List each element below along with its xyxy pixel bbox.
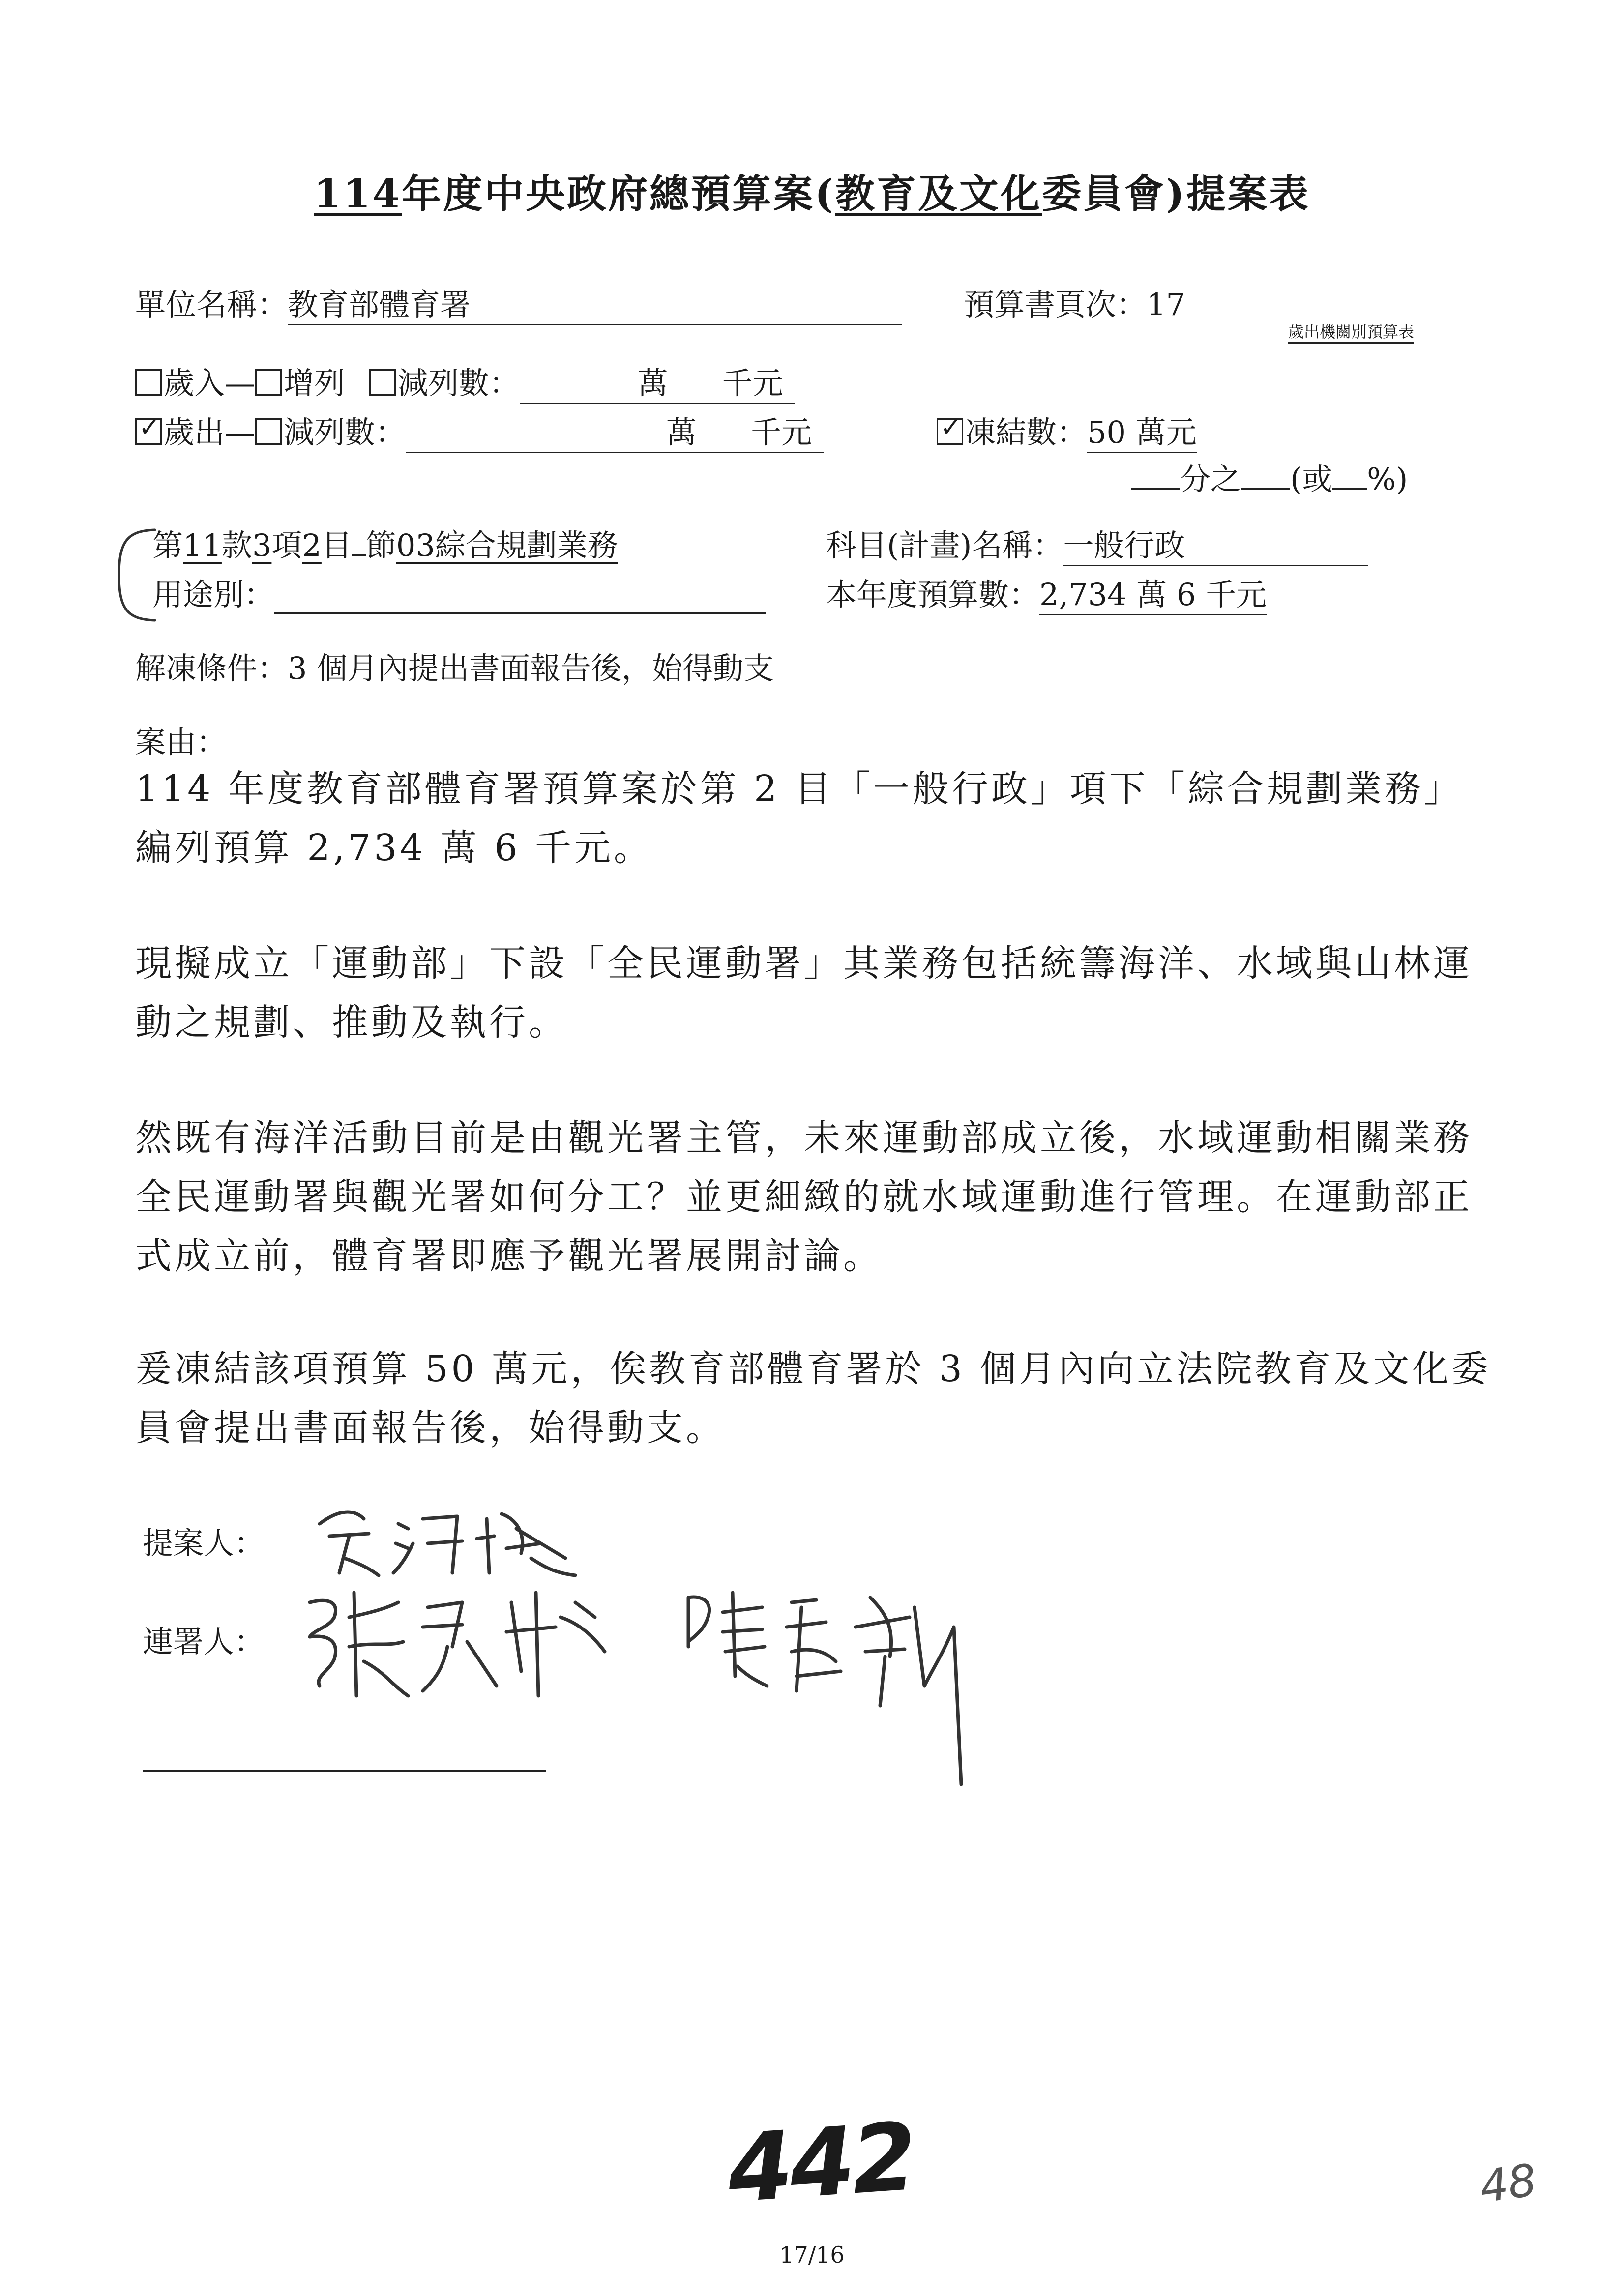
page-title [0, 162, 1624, 219]
cosigner-label: 連署人： [143, 1624, 265, 1659]
revenue-qian: 千元 [722, 365, 783, 401]
proposer-label: 提案人： [143, 1525, 265, 1561]
item-mu-label: 目 [321, 527, 352, 563]
revenue-decrease-checkbox [369, 369, 396, 396]
freeze-label: 凍結數： [965, 414, 1088, 450]
handwritten-corner-number: 48 [1476, 2154, 1540, 2213]
annual-budget-label: 本年度預算數： [826, 577, 1040, 612]
fraction-pct: %) [1367, 461, 1408, 497]
annual-budget-row [826, 570, 1267, 615]
budget-page [964, 280, 1185, 324]
expenditure-checkbox [135, 418, 162, 445]
item-xiang-label: 項 [271, 527, 302, 563]
page-number: 17/16 [779, 2241, 845, 2268]
blank-signature-line [143, 1770, 546, 1772]
budget-page-value: 17 [1147, 287, 1185, 322]
annual-budget-value: 2,734 萬 6 千元 [1039, 570, 1267, 615]
title-year: 114 [314, 171, 402, 217]
budget-page-label: 預算書頁次： [964, 287, 1147, 322]
item-mu: 2 [302, 527, 322, 563]
expenditure-decrease-label: 減列數： [284, 414, 406, 450]
item-kuan-label: 款 [221, 527, 252, 563]
title-part1: 年度中央政府總預算案( [402, 171, 835, 217]
freeze-row [937, 408, 1197, 453]
revenue-decrease-label: 減列數： [397, 365, 520, 401]
usage-label: 用途別： [152, 577, 275, 612]
table-note-text: 歲出機關別預算表 [1288, 320, 1414, 344]
unit-label: 單位名稱： [135, 287, 288, 322]
usage-value [274, 578, 766, 614]
unfreeze-condition: 解凍條件：3 個月內提出書面報告後，始得動支 [135, 650, 774, 686]
paragraph-1: 114 年度教育部體育署預算案於第 2 目「一般行政」項下「綜合規劃業務」編列預算 2,734 萬 6 千元。 [135, 768, 1463, 869]
revenue-checkbox [135, 369, 162, 396]
item-prefix: 第 [152, 527, 183, 563]
revenue-amount [520, 359, 795, 404]
paragraph-4: 爰凍結該項預算 50 萬元，俟教育部體育署於 3 個月內向立法院教育及文化委員會提出書面報告後，始得動支。 [135, 1348, 1491, 1449]
expenditure-row [135, 408, 824, 453]
usage-row [152, 570, 766, 614]
cosigner-signature-1 [300, 1573, 644, 1715]
unit-row [135, 280, 902, 325]
item-jie: 03 [396, 527, 435, 563]
expenditure-decrease-checkbox [255, 418, 282, 445]
subject-row [826, 521, 1368, 566]
item-jie-label: 節 [365, 527, 396, 563]
cosigner-signature-2 [679, 1578, 993, 1794]
fraction-or: (或 [1290, 461, 1333, 497]
title-committee: 教育及文化 [835, 171, 1042, 217]
subject-label: 科目(計畫)名稱： [826, 527, 1063, 563]
table-note [1288, 320, 1414, 344]
item-row [152, 521, 618, 565]
revenue-increase-checkbox [255, 369, 282, 396]
freeze-value: 50 萬元 [1087, 408, 1197, 453]
unit-value: 教育部體育署 [288, 280, 902, 325]
freeze-fraction [1131, 455, 1408, 498]
revenue-wan: 萬 [637, 365, 668, 401]
fraction-label: 分之 [1180, 461, 1241, 497]
revenue-increase-label: 增列 [284, 365, 345, 401]
handwritten-number: 442 [724, 2102, 917, 2224]
revenue-label: 歲入— [164, 365, 256, 401]
title-part2: 委員會)提案表 [1042, 171, 1310, 217]
reason-label: 案由： [135, 724, 227, 760]
expenditure-qian: 千元 [751, 414, 812, 450]
paragraph-3: 然既有海洋活動目前是由觀光署主管，未來運動部成立後，水域運動相關業務全民運動署與觀光署如何分工？並更細緻的就水域運動進行管理。在運動部正式成立前，體育署即應予觀光署展開討論。 [135, 1117, 1473, 1277]
subject-value: 一般行政 [1063, 521, 1368, 566]
item-xiang: 3 [252, 527, 272, 563]
expenditure-label: 歲出— [164, 414, 256, 450]
item-jie-name: 綜合規劃業務 [435, 527, 618, 563]
item-kuan: 11 [183, 527, 222, 563]
paragraph-2: 現擬成立「運動部」下設「全民運動署」其業務包括統籌海洋、水域與山林運動之規劃、推動及執行。 [135, 942, 1473, 1044]
freeze-checkbox [937, 418, 963, 445]
revenue-row [135, 359, 795, 404]
expenditure-wan: 萬 [666, 414, 697, 450]
expenditure-amount [406, 408, 824, 453]
